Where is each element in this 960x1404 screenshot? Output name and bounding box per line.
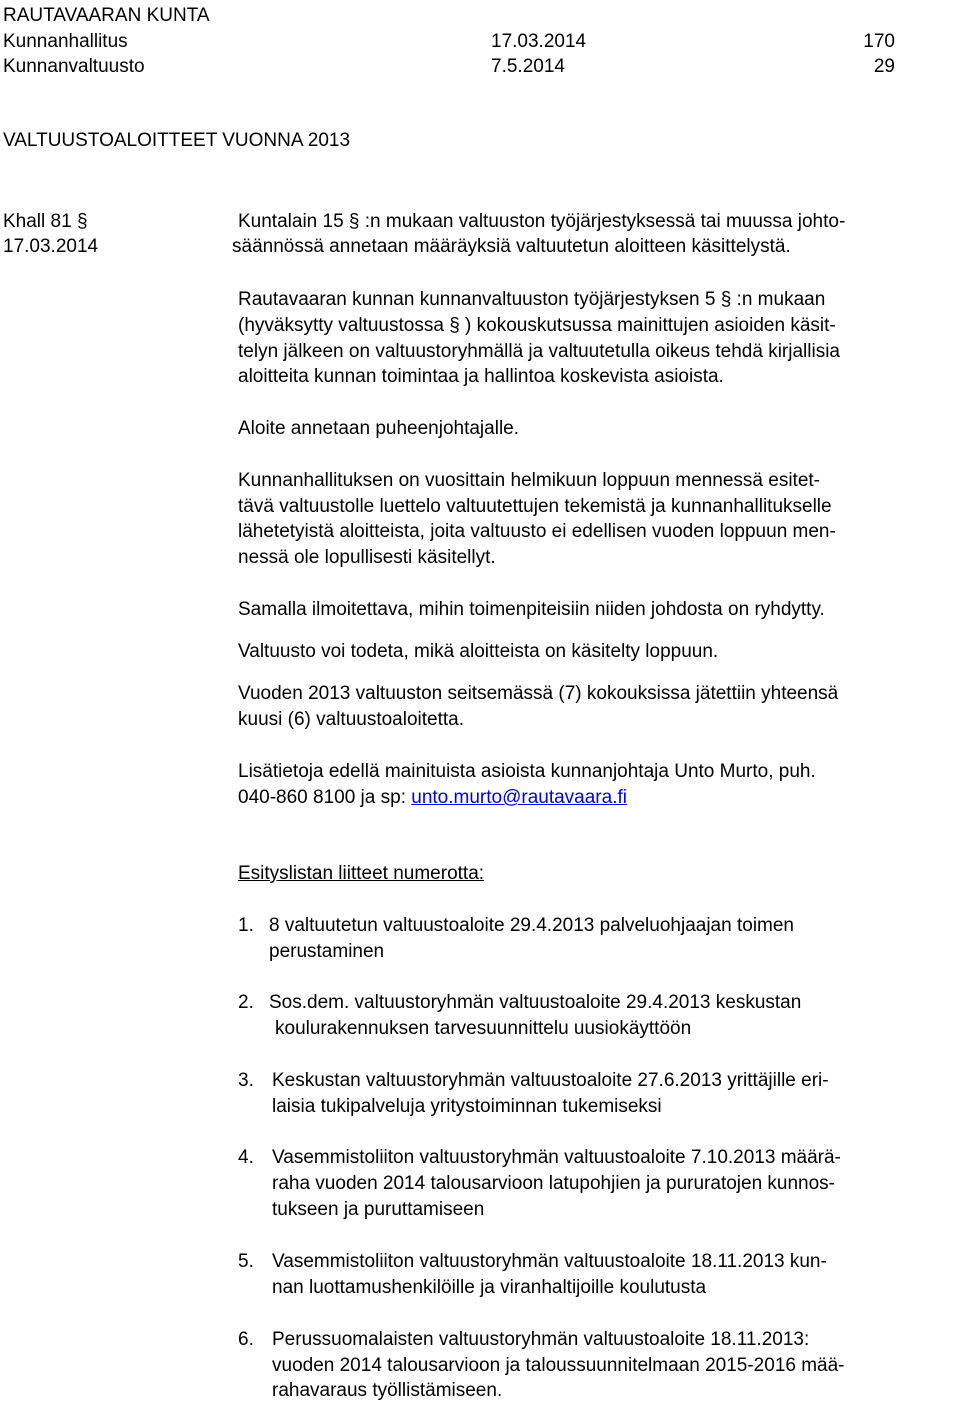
paragraph-board-line-3: lähetetyistä aloitteista, joita valtuusto ei edellisen vuoden loppuun men-	[238, 521, 836, 542]
attachment-item-3	[238, 1068, 829, 1094]
paragraph-board-line-2: tävä valtuustolle luettelo valtuutettujen tekemistä ja kunnanhallitukselle	[238, 496, 832, 517]
attachments-heading: Esityslistan liitteet numerotta:	[238, 863, 485, 884]
attachment-item-1	[238, 913, 794, 939]
paragraph-rules-line-1: Rautavaaran kunnan kunnanvaltuuston työjärjestyksen 5 § :n mukaan	[238, 289, 826, 310]
paragraph-council: Valtuusto voi todeta, mikä aloitteista on käsitelty loppuun.	[238, 641, 719, 662]
attachment-item-4	[238, 1145, 841, 1171]
attachment-item-3-cont: laisia tukipalveluja yritystoiminnan tukemiseksi	[272, 1096, 662, 1117]
attachment-text: Vasemmistoliiton valtuustoryhmän valtuustoaloite 7.10.2013 määrä-	[272, 1147, 841, 1168]
organization-name: RAUTAVAARAN KUNTA	[3, 5, 210, 26]
attachment-item-4-cont-1: raha vuoden 2014 talousarvioon latupohjien ja pururatojen kunnos-	[272, 1173, 836, 1194]
paragraph-measures: Samalla ilmoitettava, mihin toimenpiteisiin niiden johdosta on ryhdytty.	[238, 599, 825, 620]
intro-line-2: säännössä annetaan määräyksiä valtuutetun aloitteen käsittelystä.	[232, 236, 791, 257]
attachment-item-6-cont-2: rahavaraus työllistämiseen.	[272, 1380, 503, 1401]
paragraph-contact-line-1: Lisätietoja edellä mainituista asioista kunnanjohtaja Unto Murto, puh.	[238, 761, 816, 782]
attachment-text: Vasemmistoliiton valtuustoryhmän valtuustoaloite 18.11.2013 kun-	[272, 1251, 827, 1272]
header-page-1: 170	[863, 31, 895, 52]
attachment-text: Keskustan valtuustoryhmän valtuustoaloite 27.6.2013 yrittäjille eri-	[272, 1070, 829, 1091]
header-body-1: Kunnanhallitus	[3, 31, 128, 52]
paragraph-rules-line-3: telyn jälkeen on valtuustoryhmällä ja valtuutetulla oikeus tehdä kirjallisia	[238, 341, 840, 362]
section-title: VALTUUSTOALOITTEET VUONNA 2013	[3, 130, 351, 151]
attachment-number: 5.	[238, 1251, 254, 1272]
email-link[interactable]: unto.murto@rautavaara.fi	[411, 787, 627, 808]
paragraph-board-line-4: nessä ole lopullisesti käsitellyt.	[238, 547, 496, 568]
attachment-text: Sos.dem. valtuustoryhmän valtuustoaloite 29.4.2013 keskustan	[269, 992, 802, 1013]
paragraph-summary-line-1: Vuoden 2013 valtuuston seitsemässä (7) kokouksissa jätettiin yhteensä	[238, 683, 839, 704]
paragraph-summary-line-2: kuusi (6) valtuustoaloitetta.	[238, 709, 465, 730]
header-page-2: 29	[873, 56, 895, 77]
attachment-item-2-cont: koulurakennuksen tarvesuunnittelu uusiokäyttöön	[275, 1018, 692, 1039]
paragraph-rules-line-2: (hyväksytty valtuustossa § ) kokouskutsussa mainittujen asioiden käsit-	[238, 315, 836, 336]
attachment-item-4-cont-2: tukseen ja puruttamiseen	[272, 1199, 485, 1220]
attachment-item-6-cont-1: vuoden 2014 talousarvioon ja taloussuunnitelmaan 2015-2016 mää-	[272, 1355, 845, 1376]
attachment-text: 8 valtuutetun valtuustoaloite 29.4.2013 palveluohjaajan toimen	[269, 915, 794, 936]
intro-line-1: Kuntalain 15 § :n mukaan valtuuston työjärjestyksessä tai muussa johto-	[238, 211, 846, 232]
paragraph-rules-line-4: aloitteita kunnan toimintaa ja hallintoa koskevista asioista.	[238, 366, 724, 387]
paragraph-board-line-1: Kunnanhallituksen on vuosittain helmikuun loppuun mennessä esitet-	[238, 470, 820, 491]
header-date-1: 17.03.2014	[491, 31, 587, 52]
item-code	[3, 209, 88, 235]
attachment-number: 4.	[238, 1147, 254, 1168]
paragraph-contact-line-2	[238, 785, 956, 811]
header-body-2: Kunnanvaltuusto	[3, 56, 145, 77]
item-date: 17.03.2014	[3, 236, 99, 257]
contact-phone: 040-860 8100 ja sp:	[238, 787, 412, 808]
attachment-text: Perussuomalaisten valtuustoryhmän valtuustoaloite 18.11.2013:	[272, 1329, 810, 1350]
attachment-item-5-cont: nan luottamushenkilöille ja viranhaltijoille koulutusta	[272, 1277, 707, 1298]
attachment-item-5	[238, 1249, 827, 1275]
header-date-2: 7.5.2014	[491, 56, 565, 77]
attachment-number: 3.	[238, 1070, 254, 1091]
attachment-number: 1.	[238, 915, 254, 936]
attachment-item-2	[238, 990, 801, 1016]
attachment-item-6	[238, 1327, 809, 1353]
paragraph-chairman: Aloite annetaan puheenjohtajalle.	[238, 418, 520, 439]
item-code-text: Khall 81	[3, 211, 72, 232]
section-symbol: §	[76, 211, 88, 232]
attachment-number: 6.	[238, 1329, 254, 1350]
attachment-item-1-cont: perustaminen	[269, 941, 385, 962]
attachment-number: 2.	[238, 992, 254, 1013]
